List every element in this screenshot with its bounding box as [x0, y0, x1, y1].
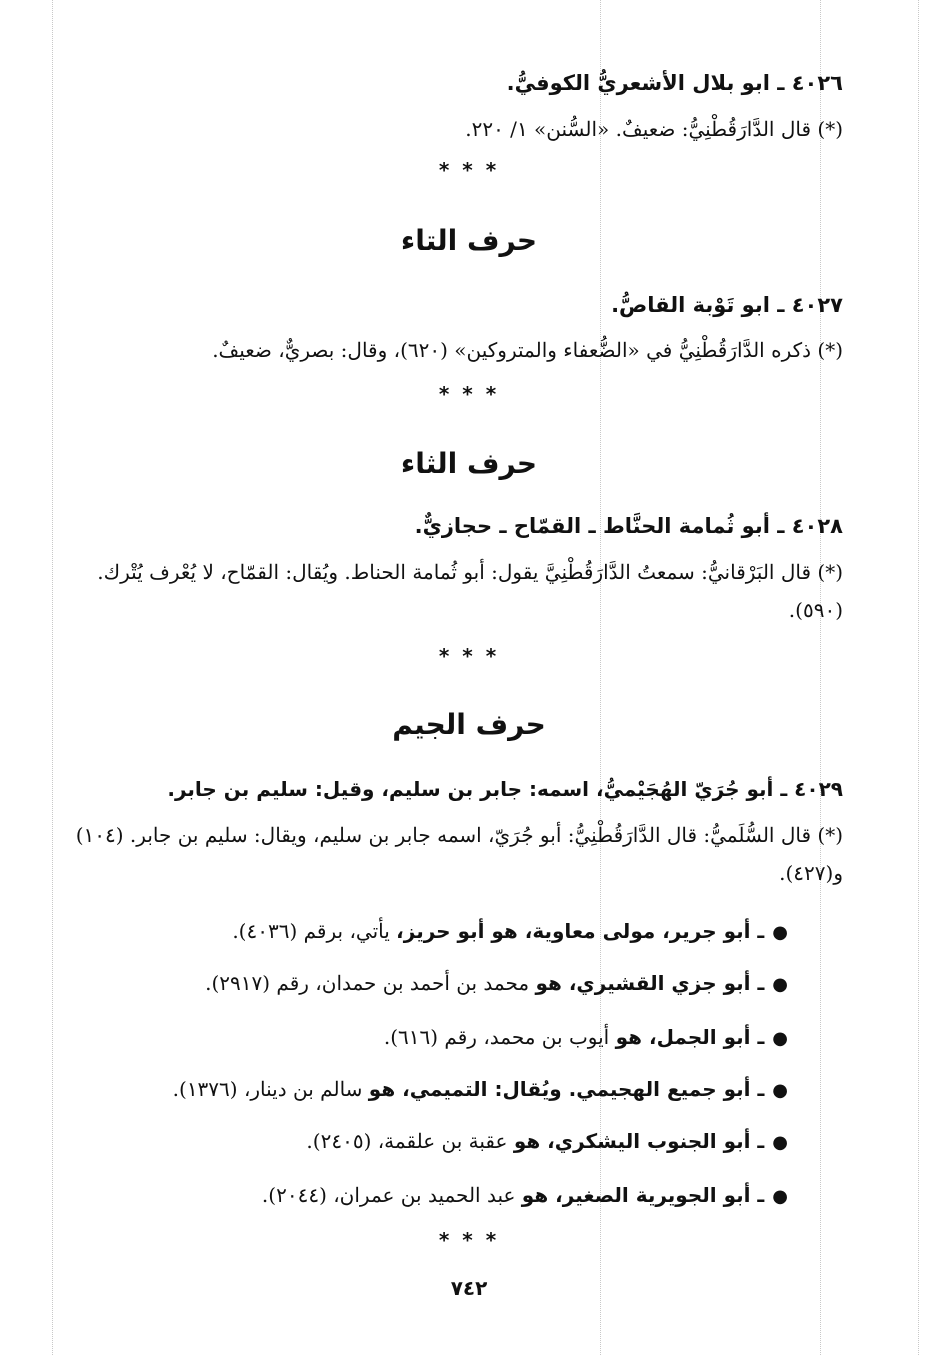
cross-reference-item	[100, 1180, 788, 1212]
section-separator: * * *	[438, 382, 500, 406]
cross-ref-target: أيوب بن محمد، رقم (٦١٦).	[383, 1025, 616, 1049]
entry-title: ٤٠٢٩ ـ أبو جُرَيّ الهُجَيْميُّ، اسمه: جابر بن سليم، وقيل: سليم بن جابر.	[167, 777, 843, 801]
entry-title: ٤٠٢٨ ـ أبو ثُمامة الحنَّاط ـ القمّاح ـ حجازيٌّ.	[414, 514, 843, 538]
cross-reference-item	[100, 1074, 788, 1106]
cross-ref-target: عقبة بن علقمة، (٢٤٠٥).	[306, 1129, 514, 1153]
cross-ref-name: ـ أبو جرير، مولى معاوية، هو أبو حريز،	[396, 919, 765, 943]
cross-reference-item	[100, 1126, 788, 1158]
cross-ref-target: يأتي، برقم (٤٠٣٦).	[232, 919, 397, 943]
section-heading: حرف التاء	[400, 224, 538, 257]
section-separator: * * *	[438, 158, 500, 182]
cross-reference-item	[100, 916, 788, 948]
section-heading: حرف الجيم	[392, 708, 546, 741]
entry-title: ٤٠٢٦ ـ ابو بلال الأشعريُّ الكوفيُّ.	[506, 71, 843, 95]
cross-reference-item	[100, 1022, 788, 1054]
cross-reference-item	[100, 968, 788, 1000]
entry-note: (*) ذكره الدَّارَقُطْنِيُّ في «الضُّعفاء والمتروكين» (٦٢٠)، وقال: بصريٌّ، ضعيفٌ.	[212, 338, 843, 362]
bullet-icon: ●	[772, 1186, 788, 1207]
cross-ref-target: سالم بن دينار، (١٣٧٦).	[172, 1077, 369, 1101]
bullet-icon: ●	[772, 922, 788, 943]
cross-ref-name: ـ أبو جميع الهجيمي. ويُقال: التميمي، هو	[368, 1077, 765, 1101]
bullet-icon: ●	[772, 1132, 788, 1153]
page-number: ٧٤٢	[450, 1276, 488, 1300]
entry-note: (*) قال الدَّارَقُطْنِيُّ: ضعيفٌ. «السُّنن» ١/ ٢٢٠.	[465, 117, 843, 141]
bullet-icon: ●	[772, 1080, 788, 1101]
cross-ref-name: ـ أبو الجمل، هو	[615, 1025, 765, 1049]
cross-ref-target: عبد الحميد بن عمران، (٢٠٤٤).	[261, 1183, 522, 1207]
entry-title: ٤٠٢٧ ـ ابو تَوْبة القاصُّ.	[611, 293, 843, 317]
cross-ref-name: ـ أبو جزي القشيري، هو	[535, 971, 765, 995]
cross-ref-target: محمد بن أحمد بن حمدان، رقم (٢٩١٧).	[205, 971, 536, 995]
bullet-icon: ●	[772, 974, 788, 995]
bullet-icon: ●	[772, 1028, 788, 1049]
entry-note: (*) قال البَرْقانيُّ: سمعتُ الدَّارَقُطْنِيَّ يقول: أبو ثُمامة الحناط. ويُقال: القمّاح، لا يُعْرف يُتْرك. (٥٩٠).	[97, 560, 843, 622]
entry-note: (*) قال السُّلَميُّ: قال الدَّارَقُطْنِيُّ: أبو جُرَيّ، اسمه جابر بن سليم، ويقال: سليم بن جابر. (١٠٤) و(٤٢٧).	[75, 823, 843, 885]
section-separator: * * *	[438, 1228, 500, 1252]
section-heading: حرف الثاء	[400, 447, 538, 480]
cross-ref-name: ـ أبو الجويرية الصغير، هو	[521, 1183, 765, 1207]
cross-ref-name: ـ أبو الجنوب اليشكري، هو	[513, 1129, 765, 1153]
section-separator: * * *	[438, 644, 500, 668]
